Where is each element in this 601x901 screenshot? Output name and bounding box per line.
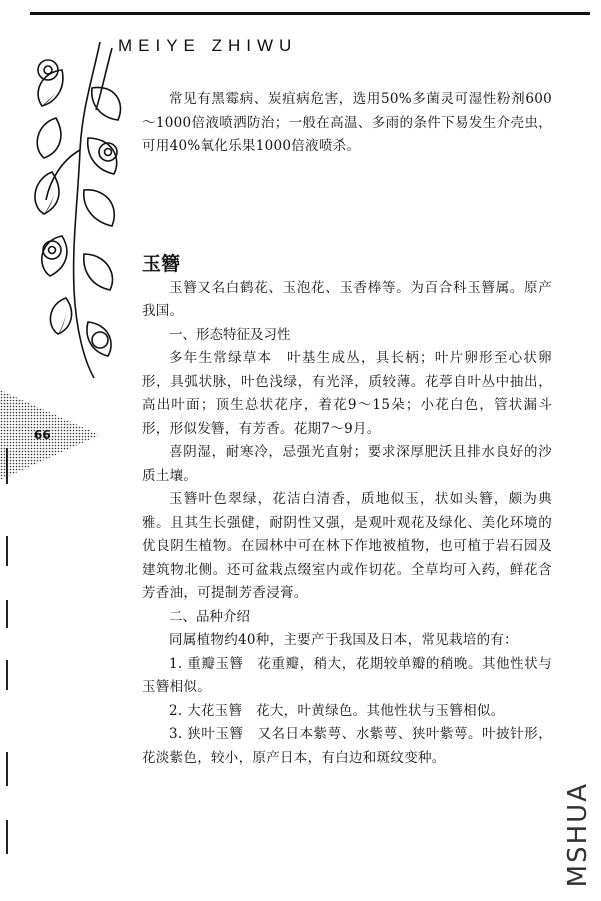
- margin-mark: [6, 820, 8, 854]
- subheading-varieties: 二、品种介绍: [169, 608, 250, 625]
- section-title: 玉簪: [142, 252, 181, 275]
- floral-illustration: [22, 40, 132, 380]
- paragraph-habit: 喜阴湿，耐寒冷，忌强光直射；要求深厚肥沃且排水良好的沙质土壤。: [142, 444, 552, 484]
- main-text: [142, 88, 552, 770]
- running-header: MEIYE ZHIWU: [118, 36, 298, 55]
- margin-mark: [6, 600, 8, 628]
- variety-item: 2. 大花玉簪 花大，叶黄绿色。其他性状与玉簪相似。: [169, 702, 505, 719]
- paragraph-varieties: 同属植物约40种，主要产于我国及日本，常见栽培的有：: [169, 632, 518, 648]
- watermark-text: MSHUA: [563, 781, 593, 887]
- top-rule: [30, 12, 590, 15]
- margin-mark: [6, 660, 8, 690]
- subheading-morphology: 一、形态特征及习性: [169, 326, 291, 343]
- variety-item: 3. 狭叶玉簪 又名日本紫萼、水紫萼、狭叶紫萼。叶披针形，花淡紫色，较小，原产日本，有白边和斑纹变种。: [142, 726, 552, 766]
- margin-mark: [6, 448, 8, 484]
- paragraph-use: 玉簪叶色翠绿，花洁白清香，质地似玉，状如头簪，颇为典雅。且其生长强健，耐阴性又强，是观叶观花及绿化、美化环境的优良阴生植物。在园林中可在林下作地被植物，也可植于岩石园及建筑物北侧。还可盆栽点缀室内或作切花。全草均可入药，鲜花含芳香油，可提制芳香浸膏。: [142, 491, 552, 601]
- margin-mark: [6, 752, 8, 786]
- margin-mark: [6, 536, 8, 566]
- section-intro: 玉簪又名白鹤花、玉泡花、玉香棒等。为百合科玉簪属。原产我国。: [142, 279, 552, 319]
- intro-paragraph: 常见有黑霉病、炭疽病危害，选用50%多菌灵可湿性粉剂600～1000倍液喷洒防治；一般在高温、多雨的条件下易发生介壳虫，可用40%氧化乐果1000倍液喷杀。: [142, 91, 552, 154]
- paragraph-morphology: 多年生常绿草本 叶基生成丛，具长柄；叶片卵形至心状卵形，具弧状脉，叶色浅绿，有光泽，质较薄。花葶自叶丛中抽出，高出叶面；顶生总状花序，着花9～15朵；小花白色，管状漏斗形，形似发簪，有芳香。花期7～9月。: [142, 350, 552, 437]
- spacer: [142, 159, 552, 251]
- variety-item: 1. 重瓣玉簪 花重瓣，稍大，花期较单瓣的稍晚。其他性状与玉簪相似。: [142, 655, 552, 695]
- page-number: 66: [34, 428, 51, 442]
